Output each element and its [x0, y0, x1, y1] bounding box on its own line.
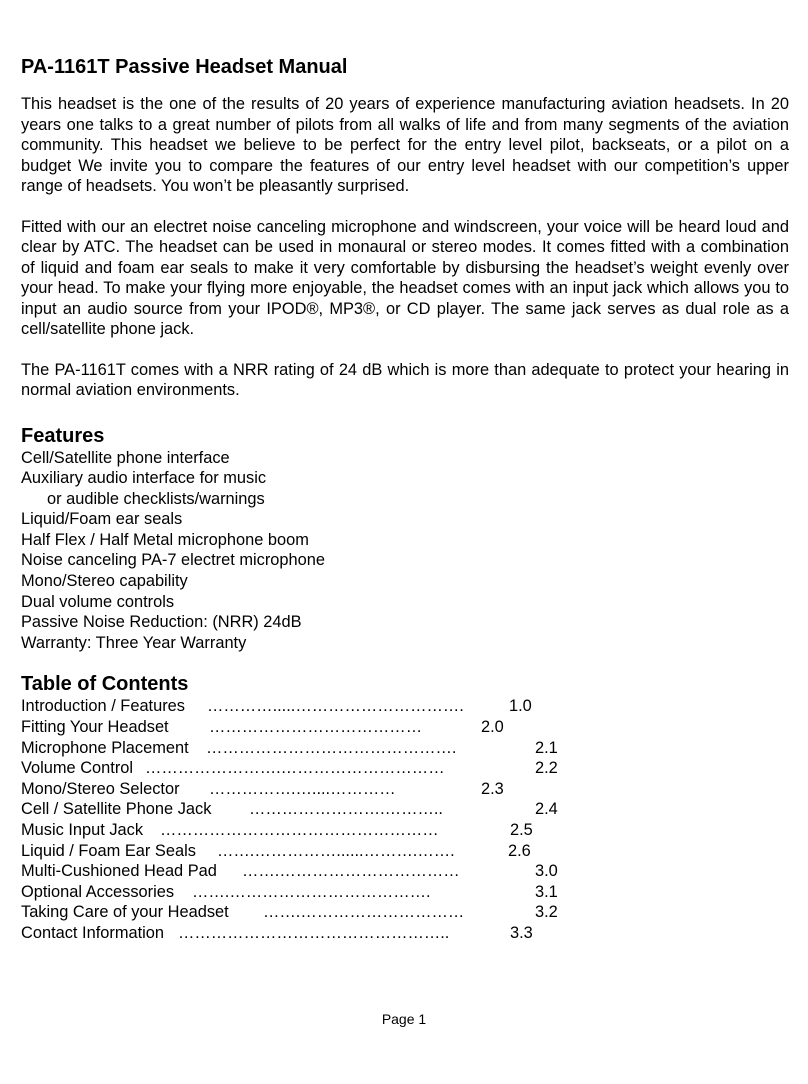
toc-label: Cell / Satellite Phone Jack	[21, 800, 212, 819]
toc-entry	[21, 758, 789, 779]
toc-leader: …………….…....…………	[209, 779, 396, 798]
toc-label: Music Input Jack	[21, 821, 144, 839]
toc-entry	[21, 799, 789, 820]
list-item: Mono/Stereo capability	[21, 572, 188, 591]
toc-leader: …….……………………………….	[192, 882, 431, 901]
toc-number: 2.2	[535, 759, 558, 778]
toc-number: 3.3	[510, 923, 533, 942]
toc-label: Microphone Placement	[21, 738, 189, 757]
toc-heading: Table of Contents	[21, 673, 189, 696]
toc-leader: ……………………………………….	[206, 738, 457, 757]
nrr-paragraph: The PA-1161T comes with a NRR rating of 24 dB which is more than adequate to protect your hearing in normal aviation environments.	[21, 360, 789, 399]
toc-leader: …………………………………	[209, 718, 423, 737]
toc-number: 3.1	[535, 882, 558, 901]
toc-label: Fitting Your Headset	[21, 718, 169, 737]
list-item: Half Flex / Half Metal microphone boom	[21, 530, 309, 549]
toc-label: Liquid / Foam Ear Seals	[21, 841, 196, 860]
document-page	[21, 54, 789, 944]
toc-number: 2.6	[508, 841, 531, 860]
toc-number: 2.3	[481, 779, 504, 798]
list-item: Auxiliary audio interface for music	[21, 469, 267, 488]
toc-entry	[21, 717, 789, 738]
toc-label: Mono/Stereo Selector	[21, 779, 180, 798]
toc-leader: …….…………………………	[263, 903, 465, 922]
page-number: Page 1	[381, 1011, 427, 1027]
toc-entry	[21, 861, 789, 882]
toc-number: 2.1	[535, 738, 558, 757]
toc-entry	[21, 902, 789, 923]
list-item: Warranty: Three Year Warranty	[21, 633, 247, 652]
toc-number: 2.5	[510, 821, 533, 839]
toc-number: 2.0	[481, 718, 504, 737]
toc-leader: …….……………………………	[242, 862, 460, 881]
toc-number: 3.2	[535, 903, 558, 922]
list-item: Cell/Satellite phone interface	[21, 448, 230, 467]
toc-entry	[21, 738, 789, 759]
toc-label: Optional Accessories	[21, 882, 175, 901]
toc-leader: …….……………......……….…….	[217, 841, 455, 860]
list-item: Liquid/Foam ear seals	[21, 510, 183, 529]
toc-leader: …………………….………..	[249, 800, 443, 819]
list-item: Passive Noise Reduction: (NRR) 24dB	[21, 613, 302, 632]
toc-entry	[21, 923, 789, 944]
intro-paragraph: This headset is the one of the results of 20 years of experience manufacturing aviation headsets. In 20 years one talks to a great number of pilots from all walks of life and from many segments of the aviation community. This headset we believe to be perfect for the entry level pilot, backseats, or a pilot on a budget We invite you to compare the features of our entry level headset with our competition’s upper range of headsets. You won’t be pleasantly surprised.	[21, 95, 789, 195]
list-item: Dual volume controls	[21, 592, 175, 611]
features-list	[21, 448, 789, 654]
toc-leader: ………….....………………………….	[207, 697, 464, 716]
list-item: Noise canceling PA-7 electret microphone	[21, 551, 325, 570]
toc-label: Multi-Cushioned Head Pad	[21, 862, 217, 881]
toc-label: Taking Care of your Headset	[21, 903, 229, 922]
toc-leader: …………………….…………………………	[145, 759, 445, 778]
list-item: or audible checklists/warnings	[47, 489, 265, 508]
table-of-contents	[21, 696, 789, 943]
toc-number: 3.0	[535, 862, 558, 881]
toc-number: 1.0	[509, 697, 532, 716]
toc-number: 2.4	[535, 800, 558, 819]
toc-leader: ……………………………………………	[160, 821, 439, 839]
toc-leader: …………………………………………..	[178, 923, 450, 942]
toc-entry	[21, 882, 789, 903]
toc-label: Contact Information	[21, 923, 165, 942]
toc-entry	[21, 820, 789, 841]
microphone-paragraph: Fitted with our an electret noise canceling microphone and windscreen, your voice will be heard loud and clear by ATC. The headset can be used in monaural or stereo modes. It comes fitted with a combination of liquid and foam ear seals to make it very comfortable by disbursing the headset’s weight evenly over your head. To make your flying more enjoyable, the headset comes with an input jack which allows you to input an audio source from your IPOD®, MP3®, or CD player. The same jack serves as dual role as a cell/satellite phone jack.	[21, 217, 789, 338]
toc-entry	[21, 779, 789, 800]
toc-label: Introduction / Features	[21, 697, 185, 716]
toc-entry	[21, 696, 789, 717]
toc-label: Volume Control	[21, 759, 134, 778]
features-heading: Features	[21, 424, 105, 447]
document-title: PA-1161T Passive Headset Manual	[21, 56, 348, 78]
toc-entry	[21, 841, 789, 862]
